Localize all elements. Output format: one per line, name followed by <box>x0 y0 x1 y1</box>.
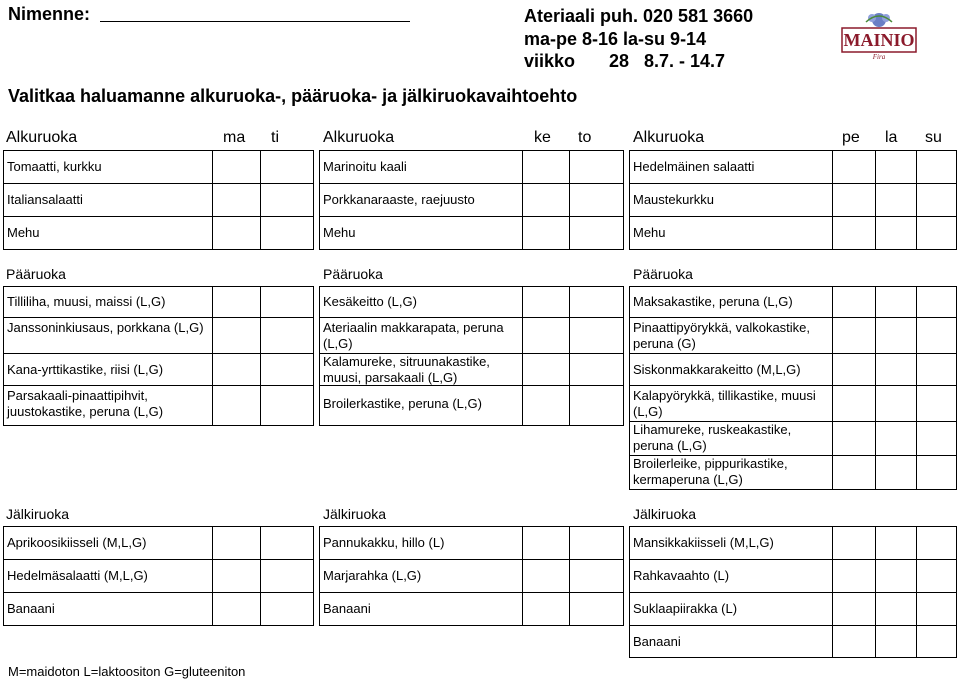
mainio-logo <box>836 6 922 62</box>
menu-item: Mansikkakiisseli (M,L,G) <box>633 535 774 550</box>
menu-item: Mehu <box>633 225 666 240</box>
menu-item: Pinaattipyörykkä, valkokastike, peruna (G) <box>633 320 811 351</box>
col3-day-pe: pe <box>842 129 860 146</box>
col1-starter-box <box>3 150 314 250</box>
col2-main-header: Pääruoka <box>323 266 383 282</box>
menu-item: Kalapyörykkä, tillikastike, muusi (L,G) <box>633 388 816 419</box>
menu-item: Banaani <box>7 601 55 616</box>
menu-item: Italiansalaatti <box>7 192 83 207</box>
menu-item: Kalamureke, sitruunakastike, muusi, parsakaali (L,G) <box>323 354 490 385</box>
menu-item: Banaani <box>633 634 681 649</box>
week-label: viikko <box>524 51 576 71</box>
col3-dessert-box <box>629 526 957 658</box>
menu-item: Siskonmakkarakeitto (M,L,G) <box>633 362 801 377</box>
menu-item: Janssoninkiusaus, porkkana (L,G) <box>7 320 204 335</box>
col2-main-box <box>319 286 624 426</box>
week-number: 28 <box>609 51 630 71</box>
col1-starter-header: Alkuruoka <box>6 129 78 146</box>
menu-item: Mehu <box>7 225 40 240</box>
menu-item: Lihamureke, ruskeakastike, peruna (L,G) <box>633 422 792 453</box>
menu-item: Banaani <box>323 601 371 616</box>
col1-dessert-box <box>3 526 314 626</box>
name-field[interactable] <box>100 21 410 22</box>
col1-day-ma: ma <box>223 129 246 146</box>
col3-day-su: su <box>925 129 942 146</box>
col3-starter-header: Alkuruoka <box>633 129 705 146</box>
col2-day-ke: ke <box>534 129 551 146</box>
menu-item: Marinoitu kaali <box>323 159 407 174</box>
menu-item: Marjarahka (L,G) <box>323 568 422 583</box>
col3-starter-box <box>629 150 957 250</box>
contact-phone: Ateriaali puh. 020 581 3660 <box>524 6 754 26</box>
col2-day-to: to <box>578 129 592 146</box>
week-dates: 8.7. - 14.7 <box>644 51 726 71</box>
menu-item: Hedelmäsalaatti (M,L,G) <box>7 568 148 583</box>
menu-item: Aprikoosikiisseli (M,L,G) <box>7 535 147 550</box>
col1-dessert-header: Jälkiruoka <box>6 506 70 522</box>
col2-starter-box <box>319 150 624 250</box>
col1-main-header: Pääruoka <box>6 266 66 282</box>
menu-item: Broilerkastike, peruna (L,G) <box>323 396 482 411</box>
col2-dessert-header: Jälkiruoka <box>323 506 387 522</box>
logo-subtext: Fira <box>872 53 886 61</box>
menu-item: Mehu <box>323 225 356 240</box>
col2-starter-header: Alkuruoka <box>323 129 395 146</box>
menu-item: Tilliliha, muusi, maissi (L,G) <box>7 294 166 309</box>
menu-item: Parsakaali-pinaattipihvit, juustokastike, peruna (L,G) <box>7 388 164 419</box>
opening-hours: ma-pe 8-16 la-su 9-14 <box>524 29 707 49</box>
menu-item: Suklaapiirakka (L) <box>633 601 738 616</box>
col3-dessert-header: Jälkiruoka <box>633 506 697 522</box>
col3-main-header: Pääruoka <box>633 266 693 282</box>
col3-main-box <box>629 286 957 490</box>
name-label: Nimenne: <box>8 4 91 24</box>
diet-legend: M=maidoton L=laktoositon G=gluteeniton <box>8 664 246 679</box>
col1-day-ti: ti <box>271 129 279 146</box>
menu-item: Maustekurkku <box>633 192 714 207</box>
col2-dessert-box <box>319 526 624 626</box>
menu-item: Porkkanaraaste, raejuusto <box>323 192 475 207</box>
col1-main-box <box>3 286 314 426</box>
menu-item: Tomaatti, kurkku <box>7 159 102 174</box>
menu-item: Pannukakku, hillo (L) <box>323 535 445 550</box>
col3-day-la: la <box>885 129 898 146</box>
menu-item: Ateriaalin makkarapata, peruna (L,G) <box>323 320 504 351</box>
menu-item: Maksakastike, peruna (L,G) <box>633 294 793 309</box>
menu-item: Rahkavaahto (L) <box>633 568 730 583</box>
menu-item: Hedelmäinen salaatti <box>633 159 755 174</box>
menu-item: Broilerleike, pippurikastike, kermaperuna (L,G) <box>633 456 788 487</box>
instruction-text: Valitkaa haluamanne alkuruoka-, pääruoka- ja jälkiruokavaihtoehto <box>8 86 578 106</box>
menu-item: Kana-yrttikastike, riisi (L,G) <box>7 362 164 377</box>
logo-text: MAINIO <box>843 30 915 50</box>
menu-item: Kesäkeitto (L,G) <box>323 294 417 309</box>
